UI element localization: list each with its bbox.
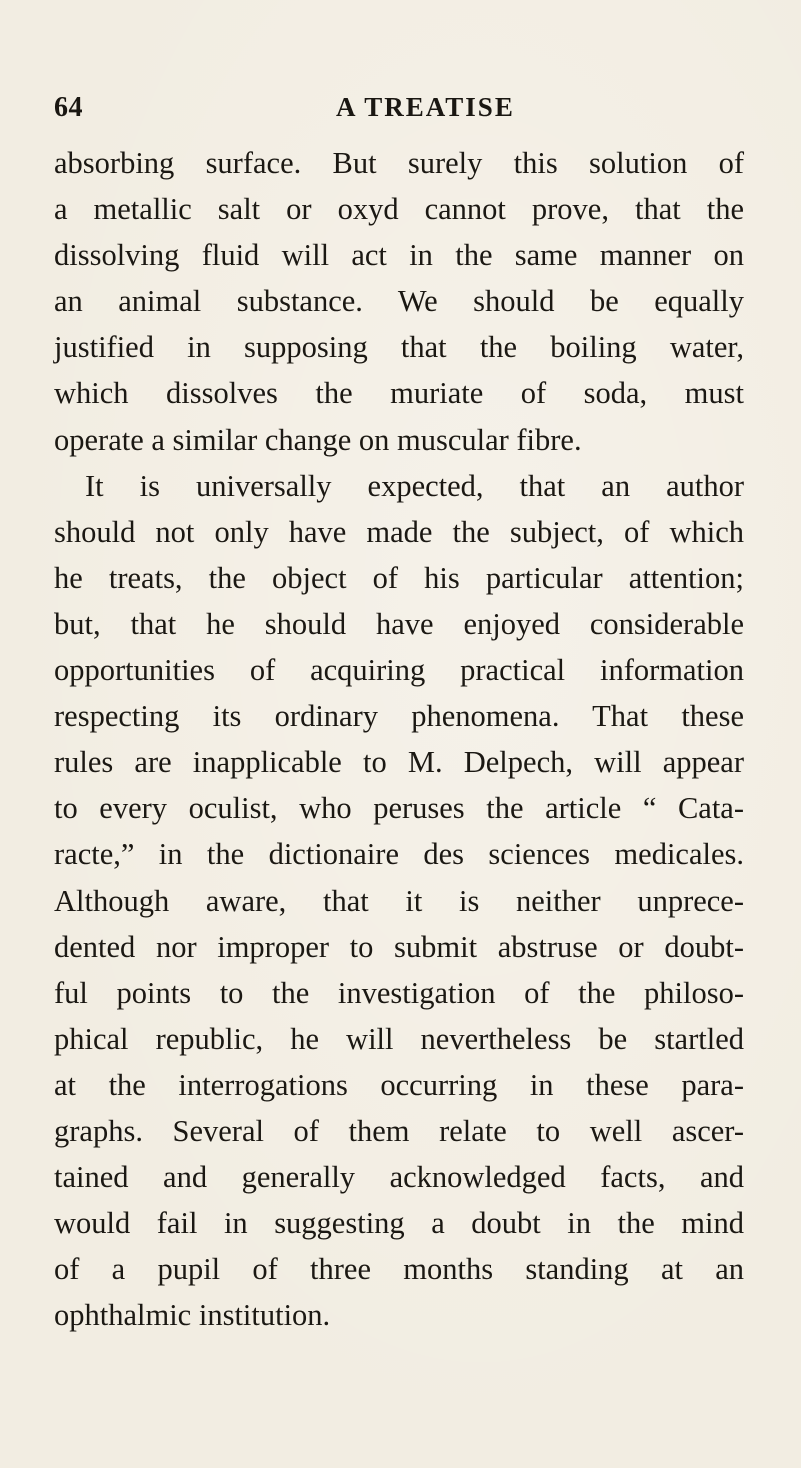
text-line: an animal substance. We should be equally [54,284,744,319]
text-line: which dissolves the muriate of soda, must [54,376,744,411]
page-number: 64 [54,92,83,123]
text-line: would fail in suggesting a doubt in the mind [54,1206,744,1241]
body-text [54,140,744,1338]
page-header [0,92,801,132]
text-line: graphs. Several of them relate to well ascer- [54,1113,744,1148]
text-line: Although aware, that it is neither unprece- [54,883,744,918]
text-line: opportunities of acquiring practical information [54,653,744,688]
text-line: tained and generally acknowledged facts, and [54,1160,744,1195]
text-line: at the interrogations occurring in these para- [54,1067,744,1102]
text-line: of a pupil of three months standing at an [54,1252,744,1287]
text-line: dissolving fluid will act in the same manner on [54,238,744,273]
running-head: A TREATISE [336,92,515,122]
text-line: a metallic salt or oxyd cannot prove, that the [54,192,744,227]
text-line: justified in supposing that the boiling water, [54,330,744,365]
text-line: absorbing surface. But surely this solution of [54,146,744,180]
text-line: It is universally expected, that an author [85,468,744,503]
text-line: phical republic, he will nevertheless be startled [54,1021,744,1056]
text-line: ful points to the investigation of the philoso- [54,975,744,1010]
text-line: respecting its ordinary phenomena. That these [54,699,744,734]
text-line: ophthalmic institution. [54,1298,331,1333]
text-line: but, that he should have enjoyed considerable [54,606,744,641]
text-line: rules are inapplicable to M. Delpech, will appear [54,745,744,780]
text-line: dented nor improper to submit abstruse or doubt- [54,929,744,964]
text-line: to every oculist, who peruses the article “ Cata- [54,791,744,826]
text-line: should not only have made the subject, of which [54,514,744,549]
text-line: he treats, the object of his particular attention; [54,560,744,595]
text-line: racte,” in the dictionaire des sciences medicales. [54,837,744,872]
text-line: operate a similar change on muscular fibre. [54,422,582,457]
